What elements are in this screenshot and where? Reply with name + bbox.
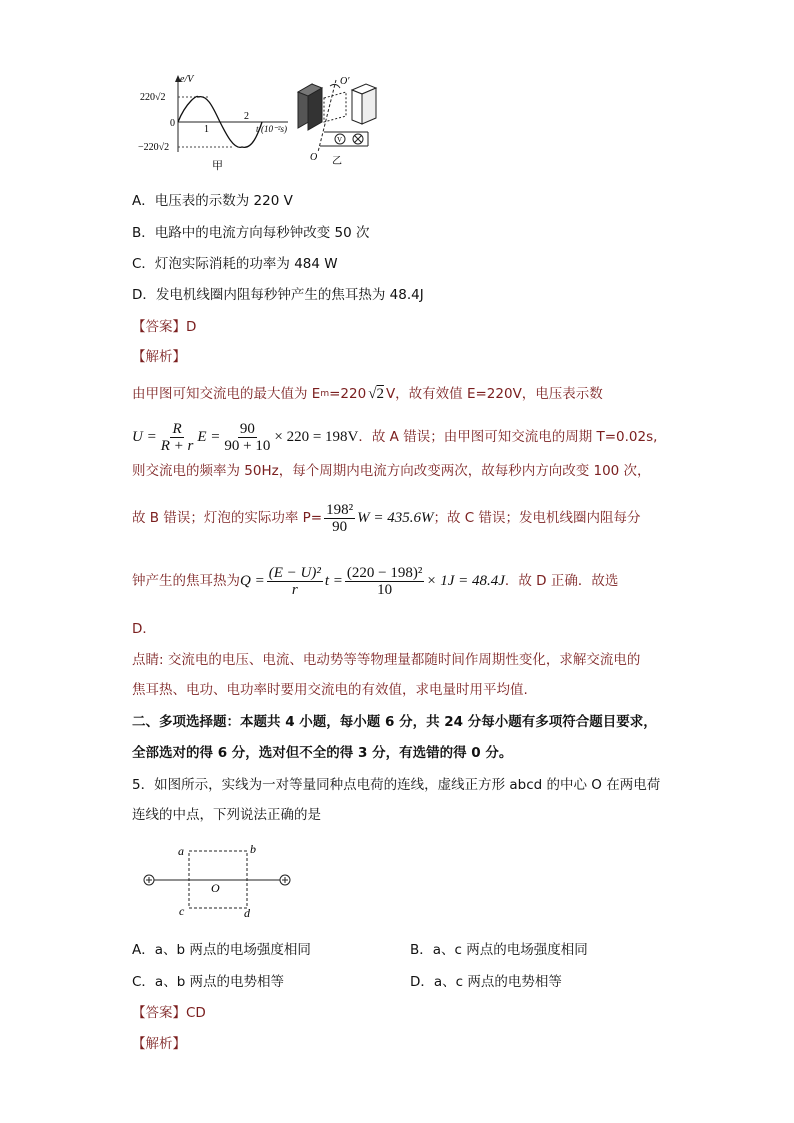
label-o-prime: O′ xyxy=(340,76,350,87)
eq3-num-1: (E − U)² xyxy=(268,564,321,581)
label-o: O xyxy=(310,152,318,163)
analysis-line-1-b: =220 xyxy=(329,386,367,402)
q5-stem-line-2: 连线的中点，下列说法正确的是 xyxy=(132,807,321,823)
q4-option-c: C．灯泡实际消耗的功率为 484 W xyxy=(132,256,338,272)
eq3-lhs: Q = xyxy=(240,572,265,589)
sine-graph-figure xyxy=(138,72,298,172)
analysis-line-1 xyxy=(132,385,603,403)
eq3-rhs: × 1J = 48.4J xyxy=(426,572,505,589)
analysis-line-2-tail: ．故 A 错误；由甲图可知交流电的周期 T=0.02s, xyxy=(358,429,658,445)
y-min-label: −220√2 xyxy=(138,142,170,153)
point-c-label: c xyxy=(179,904,185,918)
magnet-right-side xyxy=(362,88,376,124)
q5-analysis-label: 【解析】 xyxy=(132,1036,186,1052)
eq3-t: t = xyxy=(324,572,343,589)
eq2-frac xyxy=(324,502,355,535)
q5-option-c: C．a、b 两点的电势相等 xyxy=(132,974,285,990)
point-d-label: d xyxy=(244,906,250,920)
analysis-line-1-c: V，故有效值 E=220V，电压表示数 xyxy=(385,386,603,402)
magnet-left-side xyxy=(308,88,322,130)
note-line-1: 点睛: 交流电的电压、电流、电动势等等物理量都随时间作周期性变化，求解交流电的 xyxy=(132,652,641,668)
analysis-line-5-b: ．故 D 正确．故选 xyxy=(504,573,619,589)
eq1-frac-1 xyxy=(159,421,196,454)
generator-svg xyxy=(294,76,384,166)
section2-line-1: 二、多项选择题：本题共 4 小题，每小题 6 分，共 24 分每小题有多项符合题目要求， xyxy=(132,714,657,730)
q5-answer: 【答案】CD xyxy=(132,1005,206,1021)
q4-option-d: D．发电机线圈内阻每秒钟产生的焦耳热为 48.4J xyxy=(132,287,424,303)
eq1-den-1: R + r xyxy=(160,437,194,454)
analysis-line-5-a: 钟产生的焦耳热为 xyxy=(132,573,240,589)
eq3-den-2: 10 xyxy=(377,581,393,598)
origin-label: 0 xyxy=(170,118,175,129)
eq2-num: 198² xyxy=(326,501,354,518)
q5-option-d: D．a、c 两点的电势相等 xyxy=(410,974,562,990)
q5-figure-svg xyxy=(138,838,298,920)
figure-caption-jia: 甲 xyxy=(212,159,223,172)
eq3-frac-2 xyxy=(345,565,424,598)
eq1-frac-2 xyxy=(222,421,272,454)
q5-figure xyxy=(138,838,298,920)
eq2-den: 90 xyxy=(332,518,348,535)
eq3-num-2: (220 − 198)² xyxy=(346,564,423,581)
sine-graph-svg xyxy=(138,72,298,172)
sqrt2-symbol: √2 xyxy=(368,386,384,402)
q5-option-b: B．a、c 两点的电场强度相同 xyxy=(410,942,588,958)
eq1-rhs: × 220 = 198V xyxy=(274,428,359,445)
eq1-num-1: R xyxy=(172,420,182,437)
y-max-label: 220√2 xyxy=(140,92,166,103)
q5-stem-line-1: 5．如图所示，实线为一对等量同种点电荷的连线，虚线正方形 abcd 的中心 O 在两电荷 xyxy=(132,777,661,793)
analysis-line-1-a: 由甲图可知交流电的最大值为 E xyxy=(132,386,321,402)
eq1-lhs: U = xyxy=(132,428,157,445)
tick-1-label: 1 xyxy=(204,124,209,135)
voltmeter-label: V xyxy=(337,136,343,144)
eq2-rhs: W = 435.6W xyxy=(357,509,434,526)
eq1-mid: E = xyxy=(197,428,221,445)
q4-answer: 【答案】D xyxy=(132,319,197,335)
q4-option-a: A．电压表的示数为 220 V xyxy=(132,193,293,209)
generator-figure xyxy=(294,76,384,166)
analysis-line-2 xyxy=(132,416,657,458)
eq3-frac-1 xyxy=(267,565,323,598)
q4-analysis-label: 【解析】 xyxy=(132,349,186,365)
analysis-line-3: 则交流电的频率为 50Hz，每个周期内电流方向改变两次，故每秒内方向改变 100 次， xyxy=(132,463,651,479)
analysis-line-4-b: ；故 C 错误；发电机线圈内阻每分 xyxy=(433,510,641,526)
magnet-right-front xyxy=(352,90,362,124)
point-a-label: a xyxy=(178,844,184,858)
eq1-num-2: 90 xyxy=(239,420,255,437)
q5-option-a: A．a、b 两点的电场强度相同 xyxy=(132,942,311,958)
analysis-line-4-a: 故 B 错误；灯泡的实际功率 P= xyxy=(132,510,323,526)
tick-2-label: 2 xyxy=(244,111,249,122)
center-o-label: O xyxy=(211,881,220,895)
analysis-line-4 xyxy=(132,497,640,539)
analysis-line-1-sub: m xyxy=(320,389,330,399)
analysis-line-6: D． xyxy=(132,621,156,637)
note-line-2: 焦耳热、电功、电功率时要用交流电的有效值，求电量时用平均值. xyxy=(132,682,528,698)
rotation-arrow-icon xyxy=(330,84,340,88)
point-b-label: b xyxy=(250,842,256,856)
y-axis-label: e/V xyxy=(180,74,194,85)
coil-icon xyxy=(324,92,346,122)
eq3-den-1: r xyxy=(291,581,298,598)
figure-caption-yi: 乙 xyxy=(332,156,342,166)
q4-option-b: B．电路中的电流方向每秒钟改变 50 次 xyxy=(132,225,370,241)
section2-line-2: 全部选对的得 6 分，选对但不全的得 3 分，有选错的得 0 分。 xyxy=(132,745,513,761)
x-axis-label: t/(10⁻²s) xyxy=(256,124,287,134)
eq1-den-2: 90 + 10 xyxy=(224,437,271,454)
analysis-line-5 xyxy=(132,560,618,602)
